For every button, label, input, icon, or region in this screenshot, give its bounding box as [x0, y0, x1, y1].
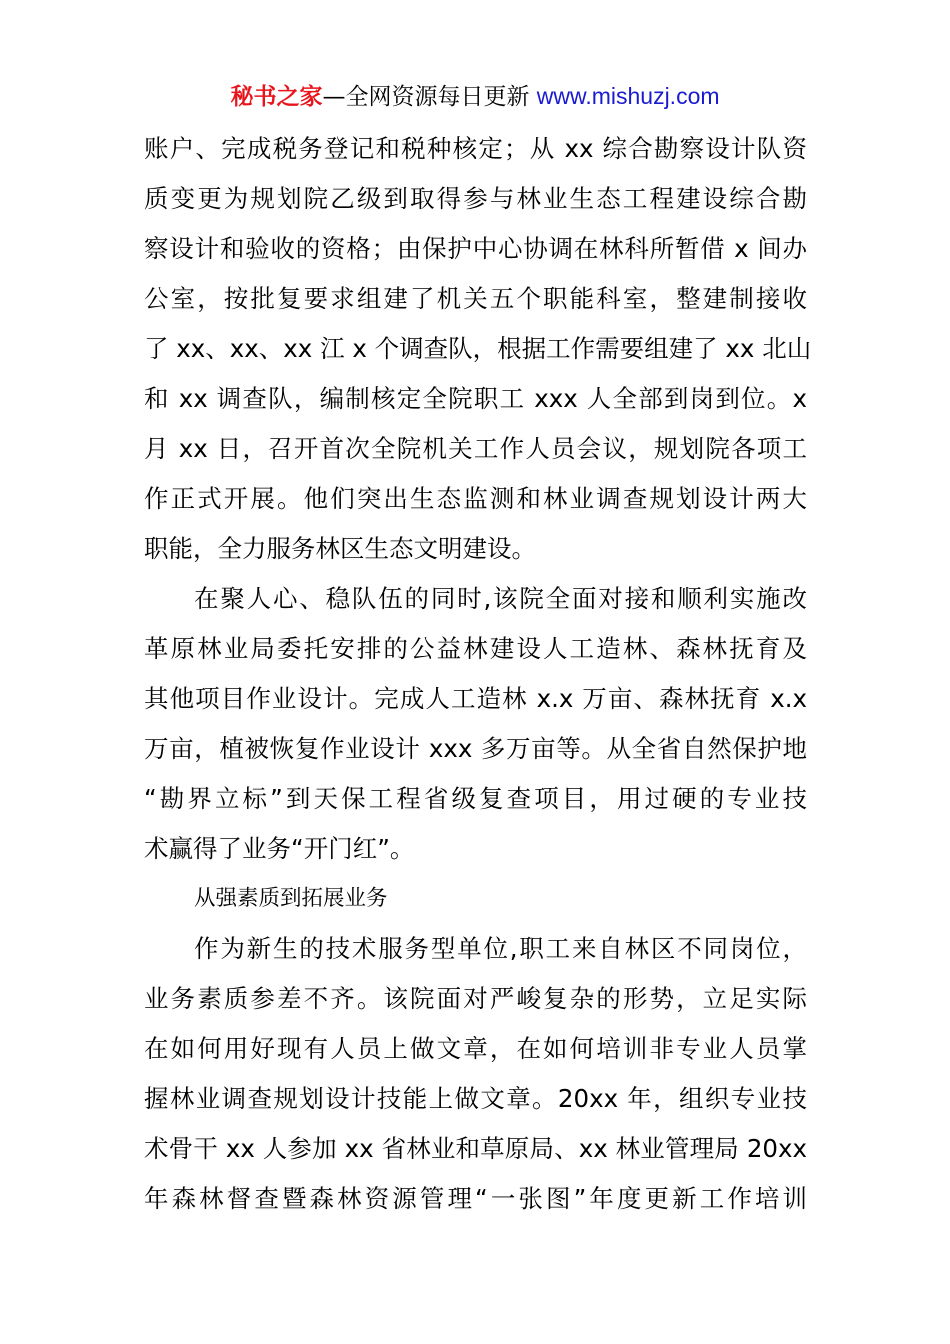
text-line: “勘界立标”到天保工程省级复查项目，用过硬的专业技	[144, 784, 807, 813]
text-line: 业务素质参差不齐。该院面对严峻复杂的形势，立足实际	[144, 984, 807, 1013]
paragraph-first-line: 作为新生的技术服务型单位,职工来自林区不同岗位，	[194, 934, 807, 963]
text-line: 公室，按批复要求组建了机关五个职能科室，整建制接收	[144, 284, 807, 313]
text-line: 职能，全力服务林区生态文明建设。	[144, 534, 536, 563]
text-line: 和 xx 调查队，编制核定全院职工 xxx 人全部到岗到位。x	[144, 384, 807, 413]
text-line: 革原林业局委托安排的公益林建设人工造林、森林抚育及	[144, 634, 807, 663]
text-line: 握林业调查规划设计技能上做文章。20xx 年，组织专业技	[144, 1084, 807, 1113]
text-line: 术赢得了业务“开门红”。	[144, 834, 415, 863]
text-line: 术骨干 xx 人参加 xx 省林业和草原局、xx 林业管理局 20xx	[144, 1134, 807, 1163]
text-line: 年森林督查暨森林资源管理“一张图”年度更新工作培训	[144, 1184, 807, 1213]
text-line: 察设计和验收的资格；由保护中心协调在林科所暂借 x 间办	[144, 234, 807, 263]
document-body	[144, 124, 812, 1224]
section-heading: 从强素质到拓展业务	[194, 886, 388, 911]
header-brand: 秘书之家	[230, 84, 323, 110]
text-line: 账户、完成税务登记和税种核定；从 xx 综合勘察设计队资	[144, 134, 807, 163]
text-line: 其他项目作业设计。完成人工造林 x.x 万亩、森林抚育 x.x	[144, 684, 807, 713]
paragraph-first-line: 在聚人心、稳队伍的同时,该院全面对接和顺利实施改	[194, 584, 807, 613]
text-line: 质变更为规划院乙级到取得参与林业生态工程建设综合勘	[144, 184, 807, 213]
text-line: 万亩，植被恢复作业设计 xxx 多万亩等。从全省自然保护地	[144, 734, 807, 763]
header-url[interactable]: www.mishuzj.com	[536, 83, 720, 109]
page-header	[0, 78, 950, 115]
text-line: 了 xx、xx、xx 江 x 个调查队，根据工作需要组建了 xx 北山	[144, 334, 812, 363]
header-tagline: —全网资源每日更新	[322, 84, 530, 110]
text-line: 作正式开展。他们突出生态监测和林业调查规划设计两大	[144, 484, 807, 513]
text-line: 月 xx 日，召开首次全院机关工作人员会议，规划院各项工	[144, 434, 807, 463]
text-line: 在如何用好现有人员上做文章，在如何培训非专业人员掌	[144, 1034, 807, 1063]
